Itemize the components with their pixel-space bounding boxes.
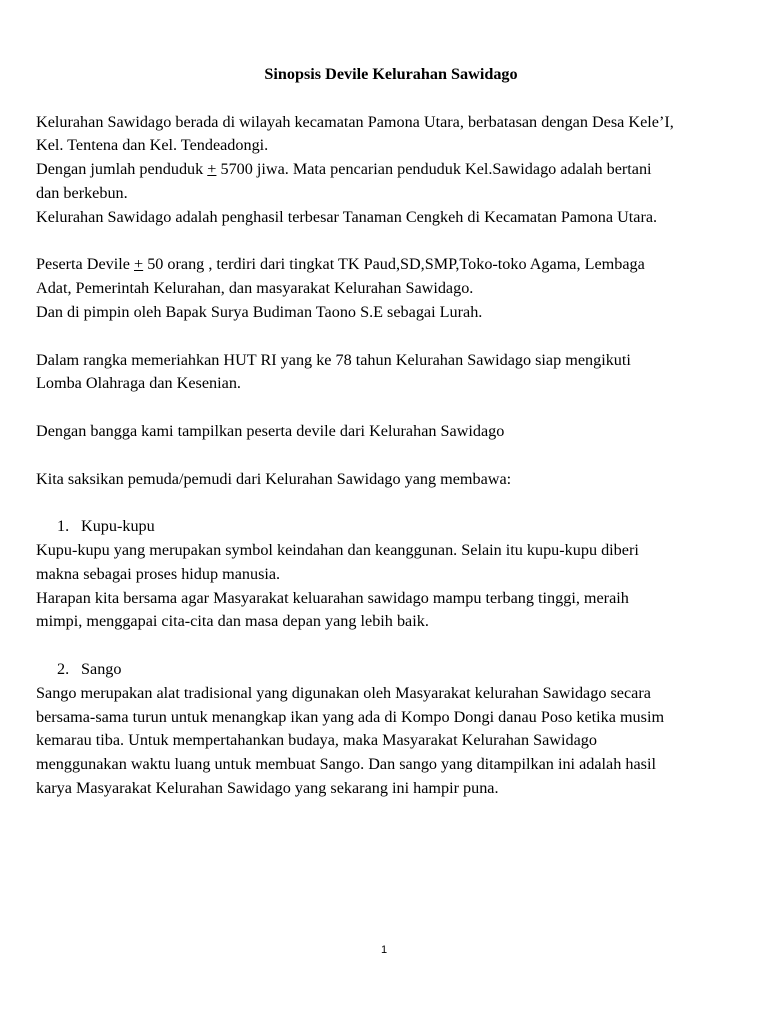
text-span: 50 orang , terdiri dari tingkat TK Paud,SD,SMP,Toko-toko Agama, Lembaga bbox=[143, 255, 645, 274]
list-number: 1. bbox=[57, 517, 70, 536]
text-line: mimpi, menggapai cita-cita dan masa depan yang lebih baik. bbox=[36, 612, 429, 631]
list-item-description bbox=[36, 539, 736, 634]
text-line: kemarau tiba. Untuk mempertahankan budaya, maka Masyarakat Kelurahan Sawidago bbox=[36, 731, 597, 750]
page-number: 1 bbox=[380, 944, 388, 956]
paragraph-event bbox=[36, 349, 736, 397]
text-line: menggunakan waktu luang untuk membuat Sango. Dan sango yang ditampilkan ini adalah hasil bbox=[36, 755, 656, 774]
text-line: Dengan bangga kami tampilkan peserta devile dari Kelurahan Sawidago bbox=[36, 421, 505, 440]
text-line: Lomba Olahraga dan Kesenian. bbox=[36, 374, 241, 393]
text-line: Kel. Tentena dan Kel. Tendeadongi. bbox=[36, 136, 269, 155]
paragraph-participants bbox=[36, 253, 736, 324]
paragraph-location bbox=[36, 111, 736, 230]
paragraph-spacer bbox=[36, 230, 736, 254]
plus-minus-symbol: + bbox=[134, 255, 144, 274]
paragraph-spacer bbox=[36, 444, 736, 468]
text-line: Harapan kita bersama agar Masyarakat keluarahan sawidago mampu terbang tinggi, meraih bbox=[36, 588, 629, 607]
paragraph-spacer bbox=[36, 634, 736, 658]
list-item-description bbox=[36, 682, 736, 801]
list-item-heading bbox=[36, 515, 736, 539]
text-line: Adat, Pemerintah Kelurahan, dan masyarakat Kelurahan Sawidago. bbox=[36, 279, 474, 298]
text-span: 5700 jiwa. Mata pencarian penduduk Kel.Sawidago adalah bertani bbox=[216, 160, 652, 179]
list-item-heading bbox=[36, 658, 736, 682]
list-label: Sango bbox=[81, 659, 122, 678]
text-line: Dalam rangka memeriahkan HUT RI yang ke 78 tahun Kelurahan Sawidago siap mengikuti bbox=[36, 350, 631, 369]
plus-minus-symbol: + bbox=[207, 160, 217, 179]
paragraph-spacer bbox=[36, 325, 736, 349]
text-span: Dengan jumlah penduduk bbox=[36, 160, 208, 179]
text-line: dan berkebun. bbox=[36, 183, 128, 202]
list-label: Kupu-kupu bbox=[81, 517, 155, 536]
text-line: bersama-sama turun untuk menangkap ikan yang ada di Kompo Dongi danau Poso ketika musim bbox=[36, 707, 665, 726]
document-body bbox=[36, 63, 736, 801]
text-line: karya Masyarakat Kelurahan Sawidago yang sekarang ini hampir puna. bbox=[36, 778, 499, 797]
paragraph-spacer bbox=[36, 396, 736, 420]
text-line: Kupu-kupu yang merupakan symbol keindahan dan keanggunan. Selain itu kupu-kupu diberi bbox=[36, 540, 639, 559]
document-title: Sinopsis Devile Kelurahan Sawidago bbox=[264, 65, 518, 83]
text-line: makna sebagai proses hidup manusia. bbox=[36, 564, 281, 583]
text-line: Dan di pimpin oleh Bapak Surya Budiman Taono S.E sebagai Lurah. bbox=[36, 302, 483, 321]
text-line bbox=[36, 158, 736, 182]
text-line bbox=[36, 253, 736, 277]
text-line: Kita saksikan pemuda/pemudi dari Kelurahan Sawidago yang membawa: bbox=[36, 469, 512, 488]
paragraph-spacer bbox=[36, 491, 736, 515]
list-number: 2. bbox=[57, 659, 70, 678]
text-line: Sango merupakan alat tradisional yang digunakan oleh Masyarakat kelurahan Sawidago secara bbox=[36, 683, 651, 702]
text-span: Peserta Devile bbox=[36, 255, 134, 274]
text-line: Kelurahan Sawidago adalah penghasil terbesar Tanaman Cengkeh di Kecamatan Pamona Utara. bbox=[36, 207, 658, 226]
text-line: Kelurahan Sawidago berada di wilayah kecamatan Pamona Utara, berbatasan dengan Desa Kele’I, bbox=[36, 112, 674, 131]
